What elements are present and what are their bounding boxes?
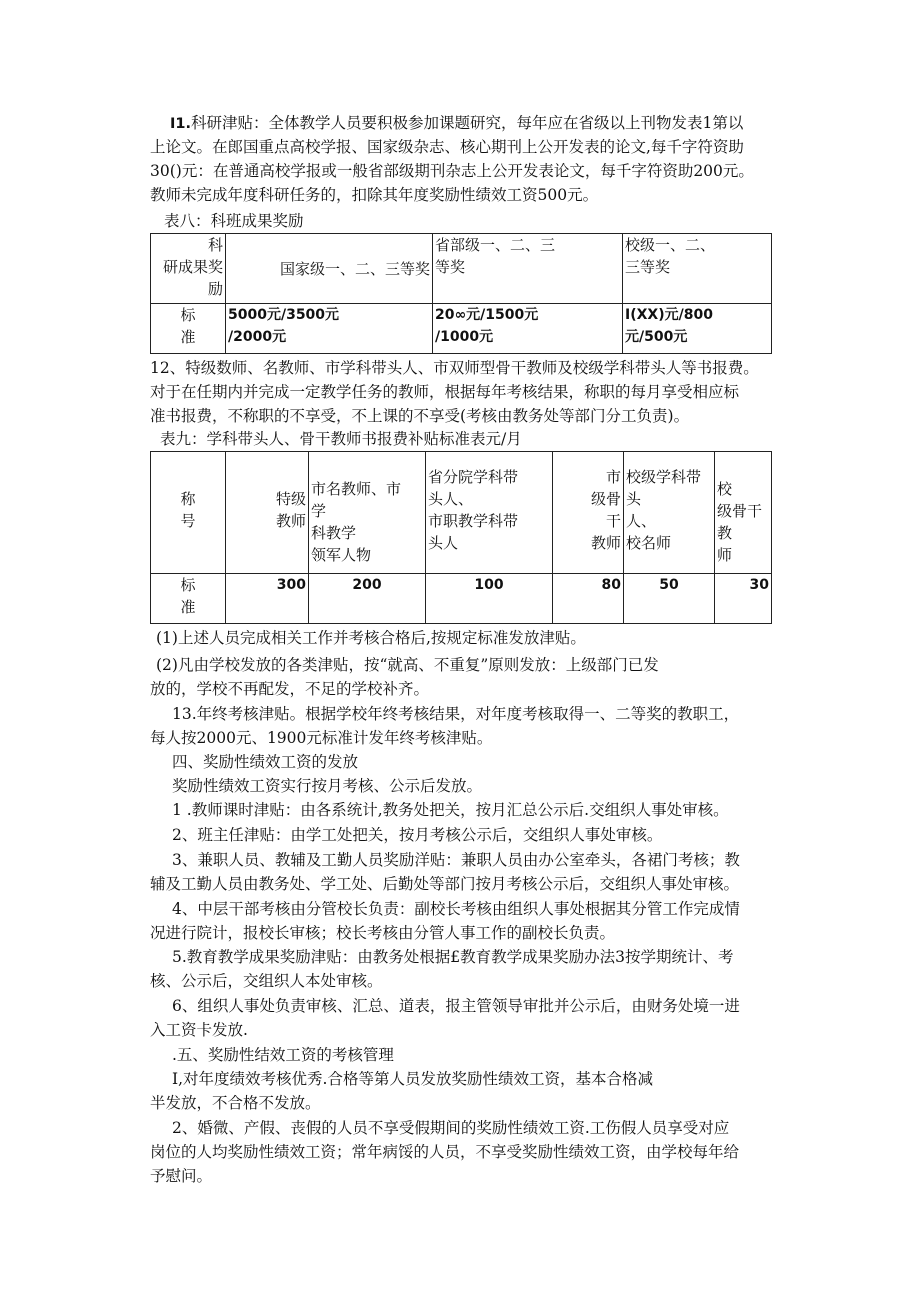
- section4-item3-line2: 辅及工勤人员由教务处、学工处、后勤处等部门按月考核公示后，交组织人事处审核。: [150, 875, 740, 893]
- table8-header-row: [151, 234, 772, 304]
- section4-item1: 1 .教师课时津贴：由各系统计,教务处把关，按月汇总公示后.交组织人事处审核。: [172, 801, 729, 819]
- section5-item1-line2: 半发放，不合格不发放。: [150, 1094, 321, 1112]
- section4-item5-line2: 核、公示后，交组织人本处审核。: [150, 972, 383, 990]
- table8-cell: I(XX)元/800 元/500元: [623, 304, 772, 354]
- table9-header-cell: 校 级骨干教 师: [715, 452, 772, 574]
- table9-header-cell: 市名教师、市 学 科教学 领军人物: [309, 452, 426, 574]
- note-1: (1)上述人员完成相关工作并考核合格后,按规定标准发放津贴。: [156, 629, 586, 647]
- table9-cell: 300: [226, 574, 309, 624]
- table9-cell: 100: [426, 574, 553, 624]
- section4-item6-line2: 入工资卡发放.: [150, 1021, 248, 1039]
- table8-data-row: [151, 304, 772, 354]
- para-book-allowance-line3: 准书报费，不称职的不享受，不上课的不享受(考核由教务处等部门分工负责)。: [150, 407, 690, 425]
- table9: [150, 451, 772, 624]
- para-book-allowance-line1: 12、特级数师、名教师、市学科带头人、市双师型骨干教师及校级学科带头人等书报费。: [150, 359, 759, 377]
- section4-title: 四、奖励性绩效工资的发放: [172, 753, 359, 771]
- para-research-allowance-line2: 上论文。在郎国重点高校学报、国家级杂志、核心期刊上公开发表的论文,每千字符资助: [150, 138, 744, 156]
- section5-title: .五、奖励性结效工资的考核管理: [172, 1046, 394, 1064]
- item-number: I1.: [170, 116, 191, 132]
- table9-header-cell: 称 号: [151, 452, 226, 574]
- table9-data-row: [151, 574, 772, 624]
- table9-cell: 50: [624, 574, 715, 624]
- section4-item3-line1: 3、兼职人员、教辅及工勤人员奖励洋贴：兼职人员由办公室牵头，各裙门考核；教: [172, 851, 740, 869]
- table8-header-cell: 国家级一、二、三等奖: [226, 234, 433, 304]
- text-line: 科研津贴：全体教学人员要积极参加课题研究，每年应在省级以上刊物发表1第以: [191, 114, 744, 132]
- table9-cell: 80: [553, 574, 624, 624]
- table8-caption: 表八：科班成果奖励: [164, 212, 304, 230]
- section4-item4-line1: 4、中层干部考核由分管校长负责：副校长考核由组织人事处根据其分管工作完成情: [172, 900, 740, 918]
- table9-cell: 30: [715, 574, 772, 624]
- para-book-allowance-line2: 对于在任期内并完成一定教学任务的教师，根据每年考核结果，称职的每月享受相应标: [150, 383, 740, 401]
- table9-cell: 200: [309, 574, 426, 624]
- table8-header-cell: 校级一、二、 三等奖: [623, 234, 772, 304]
- table9-caption: 表九：学科带头人、骨干教师书报费补贴标准表元/月: [160, 430, 522, 448]
- section5-item1-line1: I,对年度绩效考核优秀.合格等第人员发放奖励性绩效工资，基本合格减: [172, 1070, 653, 1088]
- table8-cell: 20∞元/1500元 /1000元: [433, 304, 623, 354]
- section5-item2-line3: 予慰问。: [150, 1167, 213, 1185]
- table9-header-cell: 校级学科带 头 人、 校名师: [624, 452, 715, 574]
- para-research-allowance-line3: 30()元：在普通高校学报或一般省部级期刊杂志上公开发表论文，每千字符资助200元。: [150, 162, 754, 180]
- para-year-end-line1: 13.年终考核津贴。根据学校年终考核结果，对年度考核取得一、二等奖的教职工，: [172, 705, 740, 723]
- table9-header-cell: 省分院学科带 头人、 市职教学科带 头人: [426, 452, 553, 574]
- para-year-end-line2: 每人按2000元、1900元标准计发年终考核津贴。: [150, 729, 493, 747]
- note-2-line1: (2)凡由学校发放的各类津贴，按“就高、不重复”原则发放：上级部门已发: [156, 656, 659, 674]
- section4-item6-line1: 6、组织人事处负责审核、汇总、道表，报主管领导审批并公示后，由财务处境一进: [172, 997, 740, 1015]
- note-2-line2: 放的，学校不再配发，不足的学校补齐。: [150, 680, 430, 698]
- table9-header-cell: 市 级骨 干 教师: [553, 452, 624, 574]
- section4-item2: 2、班主任津贴：由学工处把关，按月考核公示后，交组织人事处审核。: [172, 826, 663, 844]
- table8-cell: 5000元/3500元 /2000元: [226, 304, 433, 354]
- table9-header-row: [151, 452, 772, 574]
- para-research-allowance-line1: [150, 112, 790, 136]
- section5-item2-line2: 岗位的人均奖励性绩效工资；常年病馁的人员，不享受奖励性绩效工资，由学校每年给: [150, 1143, 740, 1161]
- section4-item4-line2: 况进行院计，报校长审核；校长考核由分管人事工作的副校长负责。: [150, 924, 616, 942]
- table8-row-label: 标 准: [151, 304, 226, 354]
- table9-header-cell: 特级 教师: [226, 452, 309, 574]
- section4-intro: 奖励性绩效工资实行按月考核、公示后发放。: [172, 777, 483, 795]
- table8-header-cell: 科 研成果奖 励: [151, 234, 226, 304]
- table8: [150, 233, 772, 354]
- section4-item5-line1: 5.教育教学成果奖励津贴：由教务处根据£教育教学成果奖励办法3按学期统计、考: [172, 948, 734, 966]
- table9-row-label: 标 准: [151, 574, 226, 624]
- table8-header-cell: 省部级一、二、三 等奖: [433, 234, 623, 304]
- para-research-allowance-line4: 教师未完成年度科研任务的，扣除其年度奖励性绩效工资500元。: [150, 186, 599, 204]
- section5-item2-line1: 2、婚微、产假、丧假的人员不享受假期间的奖励性绩效工资.工伤假人员享受对应: [172, 1119, 730, 1137]
